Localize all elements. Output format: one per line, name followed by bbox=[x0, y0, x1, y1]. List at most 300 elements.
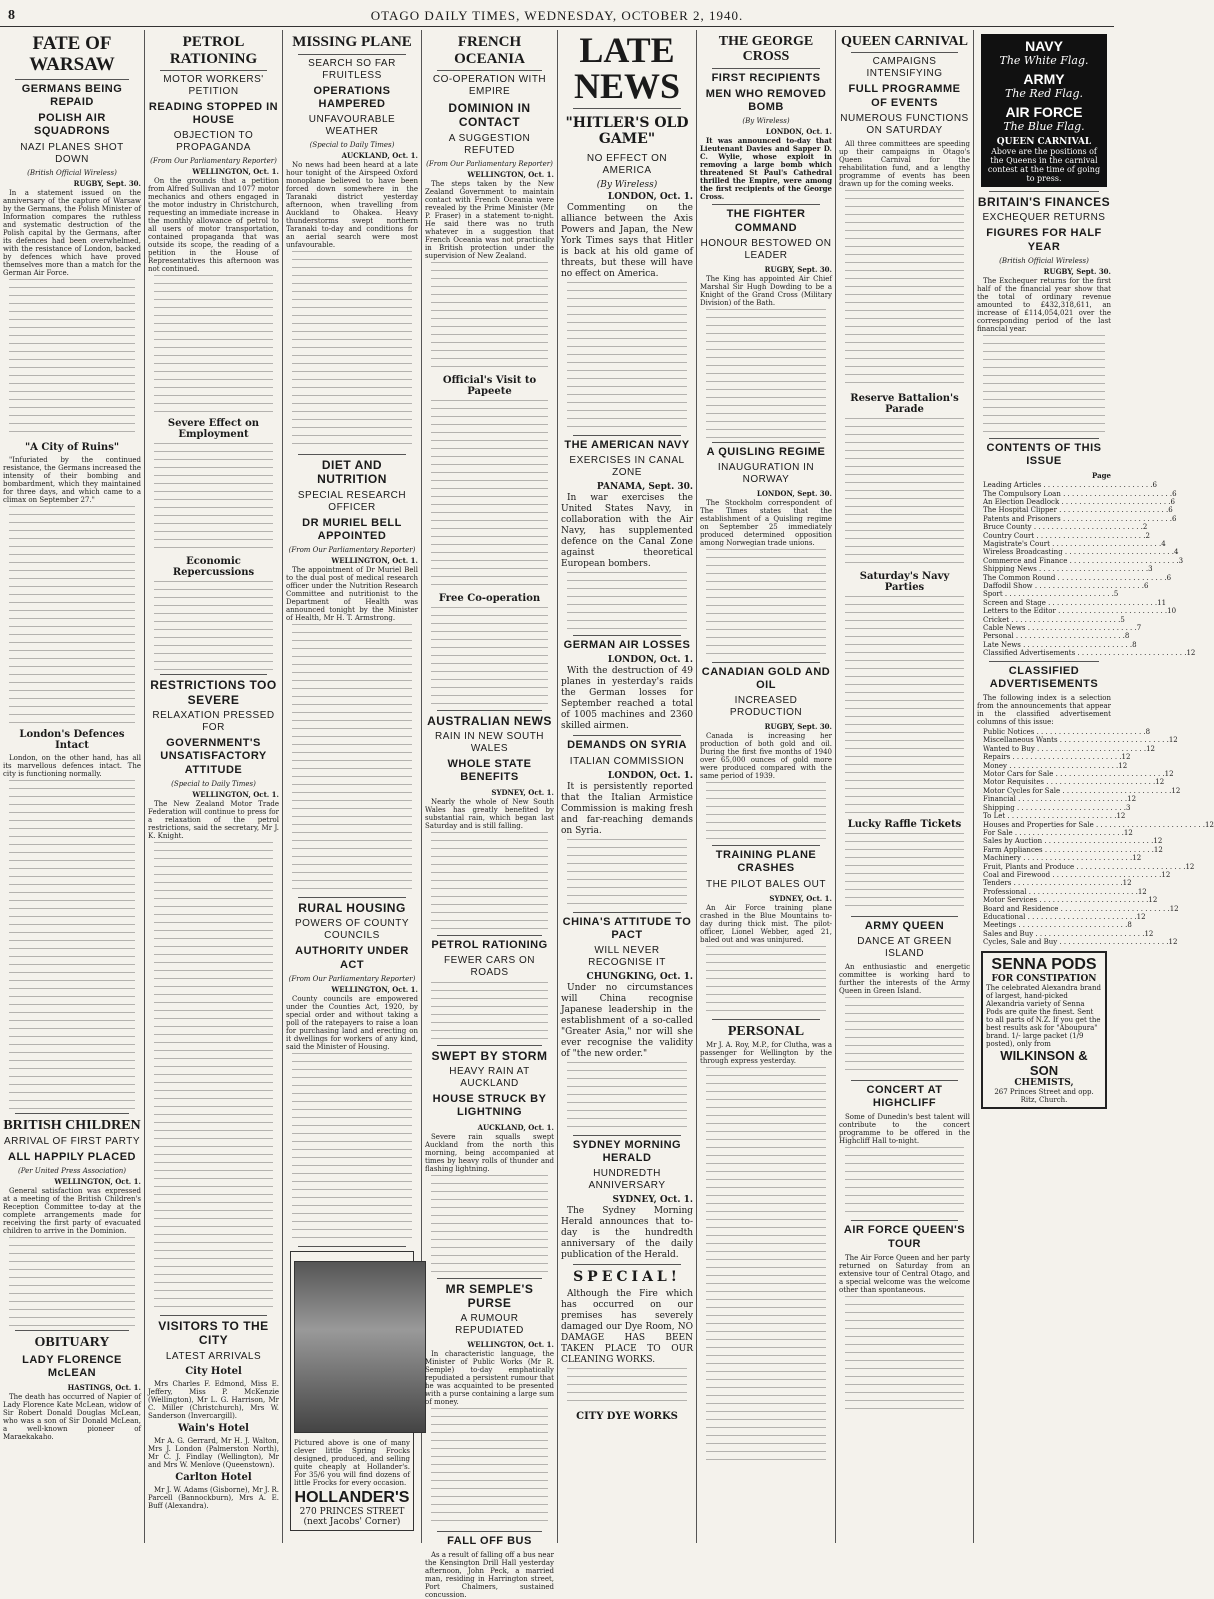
deck: NUMEROUS FUNCTIONS ON SATURDAY bbox=[840, 112, 969, 136]
divider bbox=[298, 1246, 406, 1247]
fashion-photo bbox=[294, 1261, 426, 1433]
deck: INAUGURATION IN NORWAY bbox=[717, 461, 815, 485]
index-entry-name: Money . . . bbox=[983, 762, 1118, 770]
index-entry bbox=[983, 879, 1132, 888]
headline: THE GEORGE CROSS bbox=[718, 34, 814, 65]
index-entry-page: 12 bbox=[1121, 753, 1131, 762]
deck: GERMANS BEING REPAID bbox=[21, 82, 123, 108]
article-body: In war exercises the United States Navy, in collaboration with the Air Navy, has supplemented defence on the Canal Zone against theoretical European bombers. bbox=[561, 493, 693, 570]
index-entry bbox=[983, 531, 1150, 540]
deck: SPECIAL RESEARCH OFFICER bbox=[297, 489, 407, 513]
divider bbox=[160, 674, 267, 675]
classified-list bbox=[983, 728, 1214, 947]
index-entry-page: 12 bbox=[1122, 879, 1132, 888]
article-body: County councils are empowered under the Counties Act, 1920, by special order and without taking a poll of the ratepayers to raise a loan for purchasing land and erecting on it dwellings for workers of any kind, said the Minister of Housing. bbox=[286, 994, 418, 1051]
text-columns bbox=[9, 279, 135, 439]
dateline: LONDON, Oct. 1. bbox=[607, 655, 693, 666]
index-entry bbox=[983, 912, 1146, 921]
dateline: WELLINGTON, Oct. 1. bbox=[192, 167, 279, 177]
index-entry bbox=[983, 812, 1126, 821]
hollanders-advertisement bbox=[290, 1251, 414, 1531]
dateline: SYDNEY, Oct. 1. bbox=[612, 1195, 693, 1206]
article-body: "Infuriated by the continued resistance, the Germans increased the intensity of their bombing and bombardment, which they maintained for three days, and which came to a climax on September 27." bbox=[3, 455, 141, 504]
byline: (British Official Wireless) bbox=[27, 168, 117, 177]
divider bbox=[437, 70, 542, 71]
text-columns bbox=[845, 190, 964, 390]
text-columns bbox=[431, 607, 548, 707]
dateline: LONDON, Oct. 1. bbox=[765, 127, 832, 137]
headline: CONCERT AT HIGHCLIFF bbox=[866, 1083, 943, 1110]
index-entry-name: Tenders . . . bbox=[983, 879, 1123, 887]
divider bbox=[573, 108, 681, 109]
index-entry-page: 3 bbox=[1148, 565, 1153, 574]
article-body: The appointment of Dr Muriel Bell to the dual post of medical research officer under the Nutrition Research Committee and nutritionist to the Department of Health was announced tonight by the Minister of Health, Mr H. T. Armstrong. bbox=[286, 566, 418, 623]
divider bbox=[437, 1045, 542, 1046]
index-entry bbox=[983, 828, 1133, 837]
index-entry-name: Commerce and Finance . . . bbox=[983, 557, 1179, 565]
text-columns bbox=[154, 581, 273, 671]
index-entry bbox=[983, 854, 1142, 863]
index-entry bbox=[983, 582, 1149, 591]
index-entry-page: 12 bbox=[1123, 828, 1133, 837]
index-entry bbox=[983, 862, 1195, 871]
dateline: AUCKLAND, Oct. 1. bbox=[477, 1122, 554, 1132]
late-news-banner: LATE NEWS bbox=[573, 30, 681, 106]
index-entry-page: 6 bbox=[1143, 582, 1149, 591]
index-entry-page: 12 bbox=[1116, 812, 1126, 821]
deck: HUNDREDTH ANNIVERSARY bbox=[588, 1168, 666, 1192]
index-entry-page: 12 bbox=[1136, 912, 1146, 921]
headline: AUSTRALIAN NEWS bbox=[427, 713, 552, 728]
index-entry-name: Motor Requisites . . . bbox=[983, 778, 1155, 786]
index-entry-name: Sport . . . bbox=[983, 590, 1114, 598]
deck: FIGURES FOR HALF YEAR bbox=[986, 227, 1102, 253]
dateline: WELLINGTON, Oct. 1. bbox=[467, 169, 554, 179]
index-entry-name: Professional . . . bbox=[983, 888, 1138, 896]
index-entry bbox=[983, 632, 1130, 641]
dateline: WELLINGTON, Oct. 1. bbox=[467, 1340, 554, 1350]
index-entry-name: Patents and Prisoners . . . bbox=[983, 515, 1172, 523]
deck: NO EFFECT ON AMERICA bbox=[586, 153, 668, 176]
index-entry-page: 4 bbox=[1173, 548, 1179, 557]
index-entry-page: 12 bbox=[1153, 845, 1163, 854]
divider bbox=[15, 1113, 129, 1114]
article-body: In characteristic language, the Minister of Public Works (Mr R. Semple) to-day emphatically repudiated a persistent rumour that he was acquainted to be presented with a purse containing a large sum of money. bbox=[425, 1350, 554, 1407]
text-columns bbox=[154, 443, 273, 553]
headline: VISITORS TO THE CITY bbox=[158, 1318, 269, 1348]
dateline: SYDNEY, Oct. 1. bbox=[491, 787, 554, 797]
masthead-line: OTAGO DAILY TIMES, WEDNESDAY, OCTOBER 2, 1940. bbox=[370, 8, 744, 23]
headline: PERSONAL bbox=[727, 1023, 805, 1039]
divider bbox=[437, 935, 542, 936]
index-entry-name: Magistrate's Court . . . bbox=[983, 540, 1161, 548]
index-entry bbox=[983, 778, 1165, 787]
text-columns bbox=[845, 1296, 964, 1416]
subheading: "A City of Ruins" bbox=[24, 441, 120, 453]
ad-subtitle: FOR CONSTIPATION bbox=[991, 973, 1097, 984]
index-entry-page: 12 bbox=[1146, 744, 1155, 753]
index-entry-page: 6 bbox=[1172, 514, 1177, 523]
text-columns bbox=[706, 946, 826, 1016]
deck: HEAVY RAIN AT AUCKLAND bbox=[449, 1066, 530, 1090]
text-columns bbox=[567, 839, 687, 909]
index-entry-name: Personal . . . bbox=[983, 632, 1125, 640]
index-entry-name: Sales by Auction . . . bbox=[983, 837, 1153, 845]
divider bbox=[160, 70, 267, 71]
headline: TRAINING PLANE CRASHES bbox=[715, 849, 817, 875]
classified-intro: The following index is a selection from the announcements that appear in the classified advertisement columns of this issue: bbox=[977, 694, 1111, 727]
index-entry bbox=[983, 887, 1147, 896]
text-columns bbox=[567, 1062, 687, 1132]
dateline: WELLINGTON, Oct. 1. bbox=[331, 556, 418, 566]
article-body: All three committees are speeding up their campaigns in Otago's Queen Carnival for the rehabilitation fund, and a lengthy programme of events has been drawn up for the coming weeks. bbox=[839, 139, 970, 188]
text-columns bbox=[431, 982, 548, 1042]
text-columns bbox=[154, 842, 273, 1312]
dateline: WELLINGTON, Oct. 1. bbox=[331, 984, 418, 994]
dateline: PANAMA, Sept. 30. bbox=[596, 482, 693, 493]
headline: CHINA'S ATTITUDE TO PACT bbox=[562, 915, 692, 941]
index-entry bbox=[983, 573, 1172, 582]
standings-note: Above are the positions of the Queens in the carnival contest at the time of going to press. bbox=[987, 147, 1101, 183]
index-entry bbox=[983, 845, 1163, 854]
text-columns bbox=[706, 782, 826, 842]
dateline: RUGBY, Sept. 30. bbox=[764, 722, 832, 732]
special-notice-title: SPECIAL! bbox=[573, 1269, 681, 1286]
article-body: Severe rain squalls swept Auckland from the north this morning, being accompanied at times by heavy rolls of thunder and flashing lightning. bbox=[425, 1132, 554, 1173]
column-french-oceania bbox=[422, 30, 557, 1599]
index-entry-name: Coal and Firewood . . . bbox=[983, 871, 1161, 879]
byline: (Special to Daily Times) bbox=[309, 140, 395, 149]
index-entry-page: 12 bbox=[1137, 887, 1147, 896]
index-entry-name: Daffodil Show . . . bbox=[983, 582, 1144, 590]
headline: SYDNEY MORNING HERALD bbox=[572, 1138, 682, 1165]
headline: BRITAIN'S FINANCES bbox=[977, 195, 1111, 209]
text-columns bbox=[983, 335, 1105, 435]
divider bbox=[712, 1019, 820, 1020]
index-entry bbox=[983, 523, 1148, 532]
index-entry-page: 10 bbox=[1167, 607, 1177, 616]
index-entry bbox=[983, 728, 1151, 737]
index-entry-name: Shipping . . . bbox=[983, 804, 1126, 812]
deck: GOVERNMENT'S UNSATISFACTORY ATTITUDE bbox=[160, 737, 267, 776]
deck: ALL HAPPILY PLACED bbox=[8, 1150, 136, 1163]
index-entry bbox=[983, 590, 1119, 599]
headline: DIET AND NUTRITION bbox=[317, 457, 387, 487]
index-entry-page: 2 bbox=[1142, 523, 1148, 532]
deck: EXERCISES IN CANAL ZONE bbox=[569, 455, 685, 479]
byline: (From Our Parliamentary Reporter) bbox=[426, 159, 553, 168]
divider bbox=[573, 1264, 681, 1265]
deck: INCREASED PRODUCTION bbox=[729, 695, 803, 719]
standing-army: ARMY The Red Flag. bbox=[1004, 71, 1083, 100]
standing-navy: NAVY The White Flag. bbox=[999, 38, 1089, 67]
index-entry-page: 3 bbox=[1126, 803, 1131, 812]
article-body: An enthusiastic and energetic committee is working hard to further the interests of the Army Queen in Green Island. bbox=[839, 962, 970, 995]
index-entry-name: Miscellaneous Wants . . . bbox=[983, 736, 1169, 744]
index-entry-name: Houses and Properties for Sale . . . bbox=[983, 821, 1205, 829]
column-index bbox=[974, 30, 1214, 1543]
carnival-standings bbox=[981, 34, 1107, 187]
deck: LATEST ARRIVALS bbox=[165, 1350, 262, 1362]
index-entry-name: To Let . . . bbox=[983, 812, 1116, 820]
index-entry-name: Motor Services . . . bbox=[983, 896, 1148, 904]
ad-caption: Pictured above is one of many clever little Spring Frocks designed, produced, and selling quite cheaply at Hollander's. For 35/6 you will find dozens of little Frocks for every occasion. bbox=[294, 1438, 410, 1487]
divider bbox=[437, 1531, 542, 1532]
index-entry bbox=[983, 649, 1196, 658]
text-columns bbox=[292, 624, 412, 894]
deck: MEN WHO REMOVED BOMB bbox=[705, 87, 827, 114]
headline: OBITUARY bbox=[34, 1335, 110, 1351]
text-columns bbox=[431, 832, 548, 932]
index-entry-name: For Sale . . . bbox=[983, 829, 1124, 837]
subheading: Free Co-operation bbox=[438, 592, 541, 604]
index-entry-name: Meetings . . . bbox=[983, 921, 1127, 929]
text-columns bbox=[292, 1053, 412, 1243]
index-entry-name: Repairs . . . bbox=[983, 753, 1122, 761]
deck: A RUMOUR REPUDIATED bbox=[455, 1313, 524, 1337]
deck: OPERATIONS HAMPERED bbox=[313, 84, 391, 110]
index-entry bbox=[983, 624, 1142, 633]
index-entry-page: 12 bbox=[1164, 770, 1174, 779]
byline: (Per United Press Association) bbox=[17, 1167, 127, 1176]
text-columns bbox=[431, 400, 548, 590]
divider bbox=[989, 438, 1099, 439]
index-entry-name: Bruce County . . . bbox=[983, 523, 1143, 531]
divider bbox=[15, 1330, 129, 1331]
index-entry-page: 12 bbox=[1127, 795, 1137, 804]
index-entry-name: An Election Deadlock . . . bbox=[983, 498, 1171, 506]
index-entry-page: 11 bbox=[1157, 598, 1167, 607]
index-entry-page: 6 bbox=[1172, 489, 1177, 498]
text-columns bbox=[567, 572, 687, 632]
article-body: Commenting on the alliance between the Axis Powers and Japan, the New York Times says that Hitler is back at his old game of threats, but these will have no effect on America. bbox=[561, 203, 693, 279]
deck: CAMPAIGNS INTENSIFYING bbox=[866, 56, 943, 80]
index-entry bbox=[983, 497, 1175, 506]
article-body: Mrs Charles F. Edmond, Miss E. Jeffery, Miss P. McKenzie (Wellington), Mr L. G. Harrison, Mr C. Miller (Christchurch), Mrs W. Sanderson (Invercargill). bbox=[148, 1379, 279, 1420]
divider bbox=[851, 52, 958, 53]
index-entry-name: Classified Advertisements . . . bbox=[983, 649, 1186, 657]
article-body: The Sydney Morning Herald announces that to-day is the hundredth anniversary of the daily publication of the Herald. bbox=[561, 1206, 693, 1261]
standing-air-force: AIR FORCE The Blue Flag. bbox=[1003, 104, 1085, 133]
contents-page-label: Page bbox=[1092, 471, 1111, 481]
index-entry bbox=[983, 820, 1214, 829]
article-body: Under no circumstances will China recognise Japanese leadership in the establishment of a so-called "Greater Asia," nor will she ever recognise the validity of "the new order." bbox=[561, 982, 693, 1059]
divider bbox=[573, 735, 681, 736]
deck: EXCHEQUER RETURNS bbox=[982, 212, 1106, 224]
index-entry-name: Educational . . . bbox=[983, 913, 1137, 921]
headline: RESTRICTIONS TOO SEVERE bbox=[150, 678, 277, 707]
advertiser-type: CHEMISTS, bbox=[1014, 1077, 1074, 1088]
column-warsaw bbox=[0, 30, 144, 1543]
index-entry-page: 12 bbox=[1153, 837, 1163, 846]
deck: SEARCH SO FAR FRUITLESS bbox=[308, 57, 396, 81]
text-columns bbox=[845, 833, 964, 913]
article-body: The New Zealand Motor Trade Federation will continue to press for a relaxation of the petrol restrictions, said the secretary, Mr J. K. Knight. bbox=[148, 799, 279, 840]
subheading: Reserve Battalion's Parade bbox=[850, 392, 959, 415]
deck: FIRST RECIPIENTS bbox=[711, 71, 821, 84]
index-entry-name: Leading Articles . . . bbox=[983, 481, 1153, 489]
deck: OBJECTION TO PROPAGANDA bbox=[173, 130, 254, 154]
index-entry-page: 8 bbox=[1132, 640, 1137, 649]
index-entry bbox=[983, 640, 1137, 649]
column-petrol bbox=[145, 30, 282, 1543]
article-body: Mr A. G. Gerrard, Mr H. J. Walton, Mrs J. London (Palmerston North), Mr C. J. Findlay (Wellington), Mr and Mrs W. Menlove (Queenstown). bbox=[148, 1436, 279, 1469]
deck: ARRIVAL OF FIRST PARTY bbox=[3, 1135, 141, 1147]
index-entry-page: 8 bbox=[1127, 921, 1132, 930]
divider bbox=[989, 661, 1099, 662]
index-entry-page: 7 bbox=[1136, 624, 1142, 633]
advertiser-address: 267 Princes Street and opp. Ritz, Church. bbox=[994, 1087, 1094, 1104]
index-entry-name: Motor Cars for Sale . . . bbox=[983, 770, 1165, 778]
dateline: LONDON, Oct. 1. bbox=[607, 192, 693, 202]
article-body: Mr J. A. Roy, M.P., for Clutha, was a passenger for Wellington by the through express yesterday. bbox=[700, 1041, 832, 1066]
divider bbox=[989, 191, 1099, 192]
index-entry-name: Screen and Stage . . . bbox=[983, 599, 1157, 607]
headline: "HITLER'S OLD GAME" bbox=[565, 115, 689, 147]
dateline: SYDNEY, Oct. 1. bbox=[769, 893, 832, 903]
index-entry-name: Wireless Broadcasting . . . bbox=[983, 548, 1174, 556]
index-entry-name: Public Notices . . . bbox=[983, 728, 1146, 736]
index-entry-name: Country Court . . . bbox=[983, 532, 1145, 540]
deck: FULL PROGRAMME OF EVENTS bbox=[848, 83, 961, 109]
index-entry bbox=[983, 539, 1166, 548]
subheading: Economic Repercussions bbox=[172, 556, 255, 579]
index-entry-page: 12 bbox=[1161, 870, 1171, 879]
standings-title: QUEEN CARNIVAL bbox=[996, 137, 1092, 147]
index-entry-page: 8 bbox=[1145, 728, 1151, 737]
classified-heading: CLASSIFIED ADVERTISEMENTS bbox=[989, 664, 1099, 690]
index-entry-page: 3 bbox=[1178, 556, 1184, 565]
divider bbox=[712, 845, 820, 846]
advertiser-name: CITY DYE WORKS bbox=[576, 1411, 678, 1423]
index-entry-page: 8 bbox=[1124, 632, 1130, 641]
index-entry bbox=[983, 556, 1184, 565]
text-columns bbox=[845, 418, 964, 568]
dateline: RUGBY, Sept. 30. bbox=[764, 264, 832, 274]
article-body: The King has appointed Air Chief Marshal Sir Hugh Dowding to be a Knight of the Grand Cross (Military Division) of the Bath. bbox=[700, 274, 832, 307]
dateline: WELLINGTON, Oct. 1. bbox=[54, 1177, 141, 1187]
index-entry-name: Cricket . . . bbox=[983, 616, 1120, 624]
dateline: AUCKLAND, Oct. 1. bbox=[341, 150, 418, 160]
index-entry-name: Board and Residence . . . bbox=[983, 905, 1170, 913]
headline: CANADIAN GOLD AND OIL bbox=[701, 665, 831, 692]
subheading: Severe Effect on Employment bbox=[167, 418, 260, 441]
dateline: LONDON, Oct. 1. bbox=[607, 770, 693, 781]
ad-body: The celebrated Alexandra brand of largest, hand-picked Alexandria variety of Senna Pods are quite the finest. Sent to all parts of N.Z. If you get the best results ask for "Aboupura" brand. 1/- large packet (1/9 posted), only from bbox=[986, 983, 1101, 1048]
column-george-cross bbox=[697, 30, 835, 1543]
deck: FEWER CARS ON ROADS bbox=[444, 954, 535, 978]
divider bbox=[712, 204, 820, 205]
article-body: Some of Dunedin's best talent will contribute to the concert programme to be offered in the Highcliff Hall to-night. bbox=[839, 1113, 970, 1146]
text-columns bbox=[845, 596, 964, 816]
index-entry bbox=[983, 736, 1178, 745]
deck: READING STOPPED IN HOUSE bbox=[148, 101, 279, 127]
deck: RAIN IN NEW SOUTH WALES bbox=[434, 731, 545, 755]
deck: CO-OPERATION WITH EMPIRE bbox=[432, 74, 547, 97]
dateline: WELLINGTON, Oct. 1. bbox=[192, 789, 279, 799]
headline: BRITISH CHILDREN bbox=[3, 1117, 141, 1133]
subheading: London's Defences Intact bbox=[19, 728, 125, 751]
article-body: Mr J. W. Adams (Gisborne), Mr J. R. Parcell (Bannockburn), Mrs A. E. Buff (Alexandra). bbox=[148, 1485, 280, 1510]
headline: DEMANDS ON SYRIA bbox=[567, 739, 687, 752]
headline: AIR FORCE QUEEN'S TOUR bbox=[843, 1224, 966, 1250]
column-late-news bbox=[558, 30, 696, 1543]
article-body: The Air Force Queen and her party returned on Saturday from an extensive tour of Central Otago, and a special welcome was the welcome other than spontaneous. bbox=[839, 1253, 970, 1294]
deck: UNFAVOURABLE WEATHER bbox=[308, 113, 396, 137]
index-entry-page: 12 bbox=[1186, 649, 1196, 658]
subheading: Wain's Hotel bbox=[178, 1422, 249, 1434]
subheading: Carlton Hotel bbox=[175, 1471, 252, 1483]
divider bbox=[573, 1135, 681, 1136]
dateline: RUGBY, Sept. 30. bbox=[1043, 266, 1111, 276]
advertiser-name: WILKINSON & SON bbox=[1000, 1047, 1088, 1078]
headline: FATE OF WARSAW bbox=[29, 33, 115, 75]
deck: POLISH AIR SQUADRONS bbox=[33, 112, 110, 138]
index-entry bbox=[983, 489, 1177, 498]
text-columns bbox=[431, 1175, 548, 1275]
index-entry bbox=[983, 929, 1154, 938]
article-body: Canada is increasing her production of both gold and oil. During the first five months of 1940 over 65,000 ounces of gold more were produced compared with the same period of 1939. bbox=[700, 732, 832, 781]
article-body: On the grounds that a petition from Alfred Sullivan and 1077 motor mechanics and others engaged in the motor industry in Christchurch, requesting an immediate increase in the monthly allowance of petrol to all users of motor transportation, contained propaganda that was outside its scope, the reading of a petition in the House of Representatives this afternoon was not continued. bbox=[148, 177, 279, 274]
index-entry bbox=[983, 870, 1171, 879]
article-body: The Exchequer returns for the first half of the financial year show that the total of ordinary revenue amounted to £432,318,611, an increase of £114,054,021 over the corresponding period of the last financial year. bbox=[977, 276, 1111, 333]
deck: MOTOR WORKERS' PETITION bbox=[163, 74, 264, 97]
index-entry-page: 12 bbox=[1148, 896, 1158, 905]
index-entry bbox=[983, 837, 1163, 846]
deck: POWERS OF COUNTY COUNCILS bbox=[294, 918, 410, 942]
headline: SWEPT BY STORM bbox=[431, 1048, 548, 1063]
deck: RELAXATION PRESSED FOR bbox=[152, 710, 275, 734]
index-entry-page: 12 bbox=[1171, 786, 1181, 795]
column-missing-plane bbox=[283, 30, 421, 1543]
divider bbox=[437, 1278, 542, 1279]
index-entry-page: 12 bbox=[1118, 761, 1128, 770]
dateline: HASTINGS, Oct. 1. bbox=[67, 1382, 141, 1392]
index-entry-page: 6 bbox=[1170, 497, 1175, 506]
article-body: With the destruction of 49 planes in yesterday's raids the German losses for September reached a total of 1005 machines and 2360 skilled airmen. bbox=[561, 666, 693, 732]
byline: (From Our Parliamentary Reporter) bbox=[150, 157, 277, 166]
headline: RURAL HOUSING bbox=[298, 901, 406, 916]
index-entry-name: Late News . . . bbox=[983, 641, 1132, 649]
divider bbox=[573, 635, 681, 636]
divider bbox=[712, 662, 820, 663]
subheading: Lucky Raffle Tickets bbox=[847, 818, 962, 830]
index-entry-page: 12 bbox=[1155, 778, 1165, 787]
byline: (By Wireless) bbox=[596, 180, 658, 190]
index-entry-name: Motor Cycles for Sale . . . bbox=[983, 787, 1171, 795]
index-entry bbox=[983, 770, 1174, 779]
divider bbox=[712, 442, 820, 443]
index-entry-page: 5 bbox=[1120, 615, 1125, 624]
divider bbox=[298, 897, 406, 898]
index-entry-page: 12 bbox=[1168, 736, 1178, 745]
byline: (From Our Parliamentary Reporter) bbox=[288, 974, 416, 983]
index-entry-name: Fruit, Plants and Produce . . . bbox=[983, 863, 1185, 871]
index-entry bbox=[983, 786, 1181, 795]
text-columns bbox=[845, 997, 964, 1077]
divider bbox=[712, 68, 820, 69]
deck: HONOUR BESTOWED ON LEADER bbox=[700, 237, 832, 261]
byline: (Special to Daily Times) bbox=[171, 779, 256, 788]
index-entry bbox=[983, 921, 1132, 930]
article-body: London, on the other hand, has all its marvellous defences intact. The city is functioning normally. bbox=[3, 753, 141, 778]
article-body: As a result of falling off a bus near the Kensington Drill Hall yesterday afternoon, John Peck, a married man, residing in Harrington street, Port Chalmers, sustained concussion. bbox=[425, 1551, 554, 1599]
index-entry-page: 6 bbox=[1168, 506, 1173, 515]
subheading: City Hotel bbox=[185, 1365, 242, 1377]
headline: MISSING PLANE bbox=[292, 34, 412, 50]
index-entry-page: 12 bbox=[1205, 820, 1214, 829]
advertiser-address: 270 PRINCES STREET bbox=[299, 1506, 405, 1517]
